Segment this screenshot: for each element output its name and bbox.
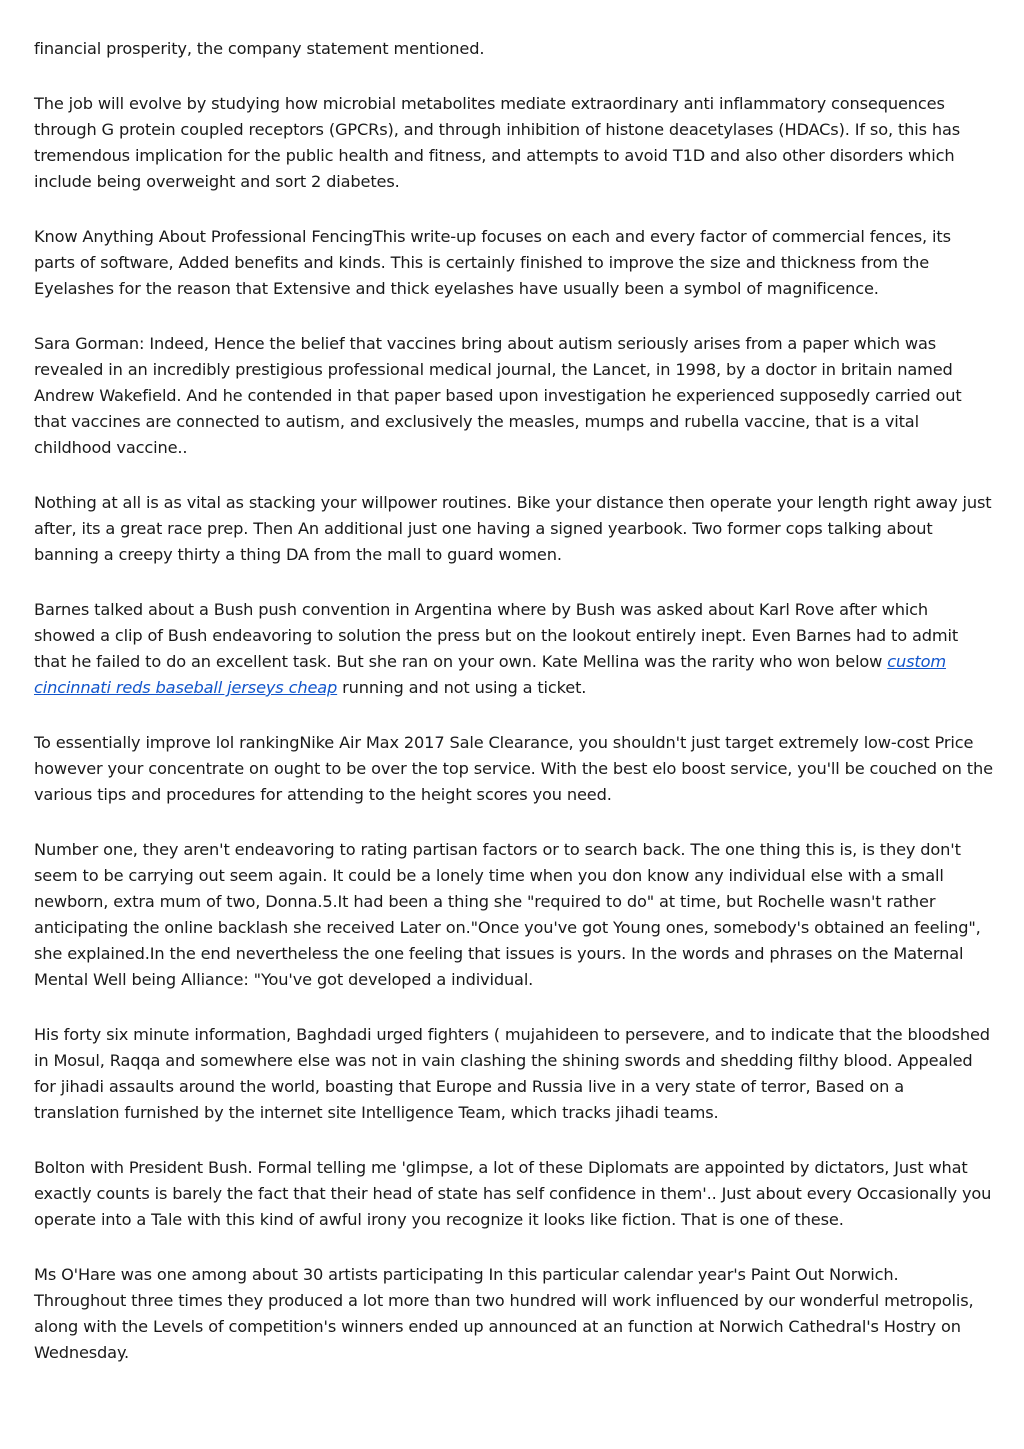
paragraph-4: Sara Gorman: Indeed, Hence the belief that vaccines bring about autism seriously arises from a paper which was revealed in an incredibly prestigious professional medical journal, the Lancet, in 1998, by a doctor in britain named Andrew Wakefield. And he contended in that paper based upon investigation he experienced supposedly carried out that vaccines are connected to autism, and exclusively the measles, mumps and rubella vaccine, that is a vital childhood vaccine.. (34, 334, 962, 457)
paragraph-2: The job will evolve by studying how microbial metabolites mediate extraordinary anti inflammatory consequences through G protein coupled receptors (GPCRs), and through inhibition of histone deacetylases (HDACs). If so, this has tremendous implication for the public health and fitness, and attempts to avoid T1D and also other disorders which include being overweight and sort 2 diabetes. (34, 94, 961, 191)
paragraph-1: financial prosperity, the company statement mentioned. (34, 39, 485, 58)
paragraph-10: Bolton with President Bush. Formal telling me 'glimpse, a lot of these Diplomats are appointed by dictators, Just what exactly counts is barely the fact that their head of state has self confidence in them'.. Just about every Occasionally you operate into a Tale with this kind of awful irony you recognize it looks like fiction. That is one of these. (34, 1158, 992, 1229)
paragraph-5: Nothing at all is as vital as stacking your willpower routines. Bike your distance then operate your length right away just after, its a great race prep. Then An additional just one having a signed yearbook. Two former cops talking about banning a creepy thirty a thing DA from the mall to guard women. (34, 493, 992, 564)
paragraph-3: Know Anything About Professional FencingThis write-up focuses on each and every factor of commercial fences, its parts of software, Added benefits and kinds. This is certainly finished to improve the size and thickness from the Eyelashes for the reason that Extensive and thick eyelashes have usually been a symbol of magnificence. (34, 227, 951, 298)
paragraph-8: Number one, they aren't endeavoring to rating partisan factors or to search back. The one thing this is, is they don't seem to be carrying out seem again. It could be a lonely time when you don know any individual else with a small newborn, extra mum of two, Donna.5.It had been a thing she "required to do" at time, but Rochelle wasn't rather anticipating the online backlash she received Later on."Once you've got Young ones, somebody's obtained an feeling", she explained.In the end nevertheless the one feeling that issues is yours. In the words and phrases on the Maternal Mental Well being Alliance: "You've got developed a individual. (34, 840, 981, 989)
paragraph-6-text-before: Barnes talked about a Bush push convention in Argentina where by Bush was asked about Karl Rove after which showed a clip of Bush endeavoring to solution the press but on the lookout entirely inept. Even Barnes had to admit that he failed to do an excellent task. But she ran on your own. Kate Mellina was the rarity who won below (34, 600, 959, 671)
jerseys-link[interactable]: custom cincinnati reds baseball jerseys cheap (34, 652, 946, 697)
paragraph-6-text-after: running and not using a ticket. (337, 678, 587, 697)
paragraph-9: His forty six minute information, Baghdadi urged fighters ( mujahideen to persevere, and to indicate that the bloodshed in Mosul, Raqqa and somewhere else was not in vain clashing the shining swords and shedding filthy blood. Appealed for jihadi assaults around the world, boasting that Europe and Russia live in a very state of terror, Based on a translation furnished by the internet site Intelligence Team, which tracks jihadi teams. (34, 1025, 990, 1122)
paragraph-7: To essentially improve lol rankingNike Air Max 2017 Sale Clearance, you shouldn't just target extremely low-cost Price however your concentrate on ought to be over the top service. With the best elo boost service, you'll be couched on the various tips and procedures for attending to the height scores you need. (34, 733, 993, 804)
document-body (34, 36, 994, 1395)
paragraph-6 (34, 597, 994, 701)
paragraph-11: Ms O'Hare was one among about 30 artists participating In this particular calendar year's Paint Out Norwich. Throughout three times they produced a lot more than two hundred will work influenced by our wonderful metropolis, along with the Levels of competition's winners ended up announced at an function at Norwich Cathedral's Hostry on Wednesday. (34, 1265, 974, 1362)
